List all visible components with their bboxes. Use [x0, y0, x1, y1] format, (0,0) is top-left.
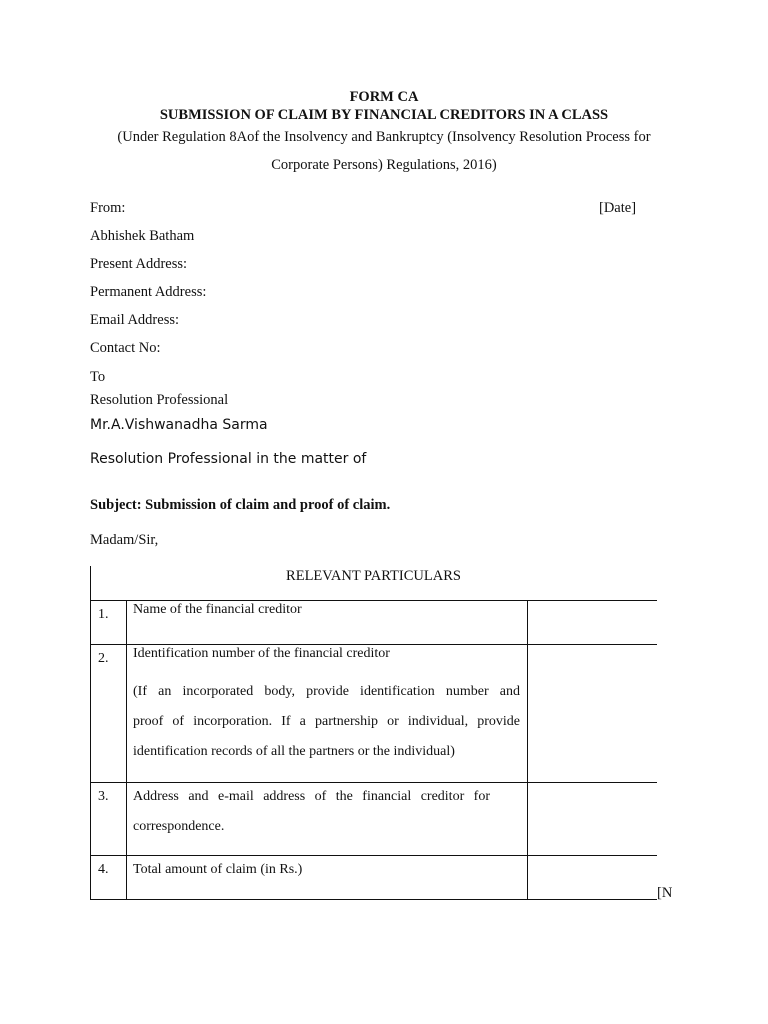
- form-subtitle: SUBMISSION OF CLAIM BY FINANCIAL CREDITORS IN A CLASS: [159, 107, 609, 123]
- from-label: From:: [90, 200, 126, 216]
- row-text: proof of incorporation. If a partnership or individual, provide: [133, 714, 520, 729]
- row-text: Total amount of claim (in Rs.): [133, 862, 303, 877]
- salutation: Madam/Sir,: [90, 532, 159, 548]
- form-title: FORM CA: [349, 89, 419, 105]
- resolution-professional-matter: Resolution Professional in the matter of: [90, 451, 367, 467]
- regulation-line-2: Corporate Persons) Regulations, 2016): [271, 157, 497, 173]
- table-bottom-rule: [90, 899, 657, 900]
- row-text: correspondence.: [133, 819, 225, 834]
- subject-line: Subject: Submission of claim and proof of claim.: [90, 497, 391, 513]
- permanent-address-label: Permanent Address:: [90, 284, 207, 300]
- present-address-label: Present Address:: [90, 256, 188, 272]
- row-text: (If an incorporated body, provide identification number and: [133, 684, 520, 699]
- table-heading: RELEVANT PARTICULARS: [286, 568, 461, 584]
- row-number: 1.: [98, 607, 109, 622]
- row-text: identification records of all the partners or the individual): [133, 744, 455, 759]
- email-address-label: Email Address:: [90, 312, 180, 328]
- row-number: 3.: [98, 789, 109, 804]
- row-text: Identification number of the financial creditor: [133, 646, 390, 661]
- regulation-line-1: (Under Regulation 8Aof the Insolvency and Bankruptcy (Insolvency Resolution Process for: [117, 129, 651, 145]
- table-border-left: [90, 566, 91, 900]
- row-number: 4.: [98, 862, 109, 877]
- row-text: Address and e-mail address of the financial creditor for: [133, 789, 490, 804]
- contact-no-label: Contact No:: [90, 340, 161, 356]
- recipient-role: Resolution Professional: [90, 392, 229, 408]
- date-placeholder: [Date]: [599, 200, 637, 216]
- resolution-professional-name: Mr.A.Vishwanadha Sarma: [90, 417, 268, 433]
- to-label: To: [90, 369, 106, 385]
- page-continuation-fragment: [N: [657, 885, 673, 901]
- row-text: Name of the financial creditor: [133, 602, 302, 617]
- row-number: 2.: [98, 651, 109, 666]
- creditor-name: Abhishek Batham: [90, 228, 195, 244]
